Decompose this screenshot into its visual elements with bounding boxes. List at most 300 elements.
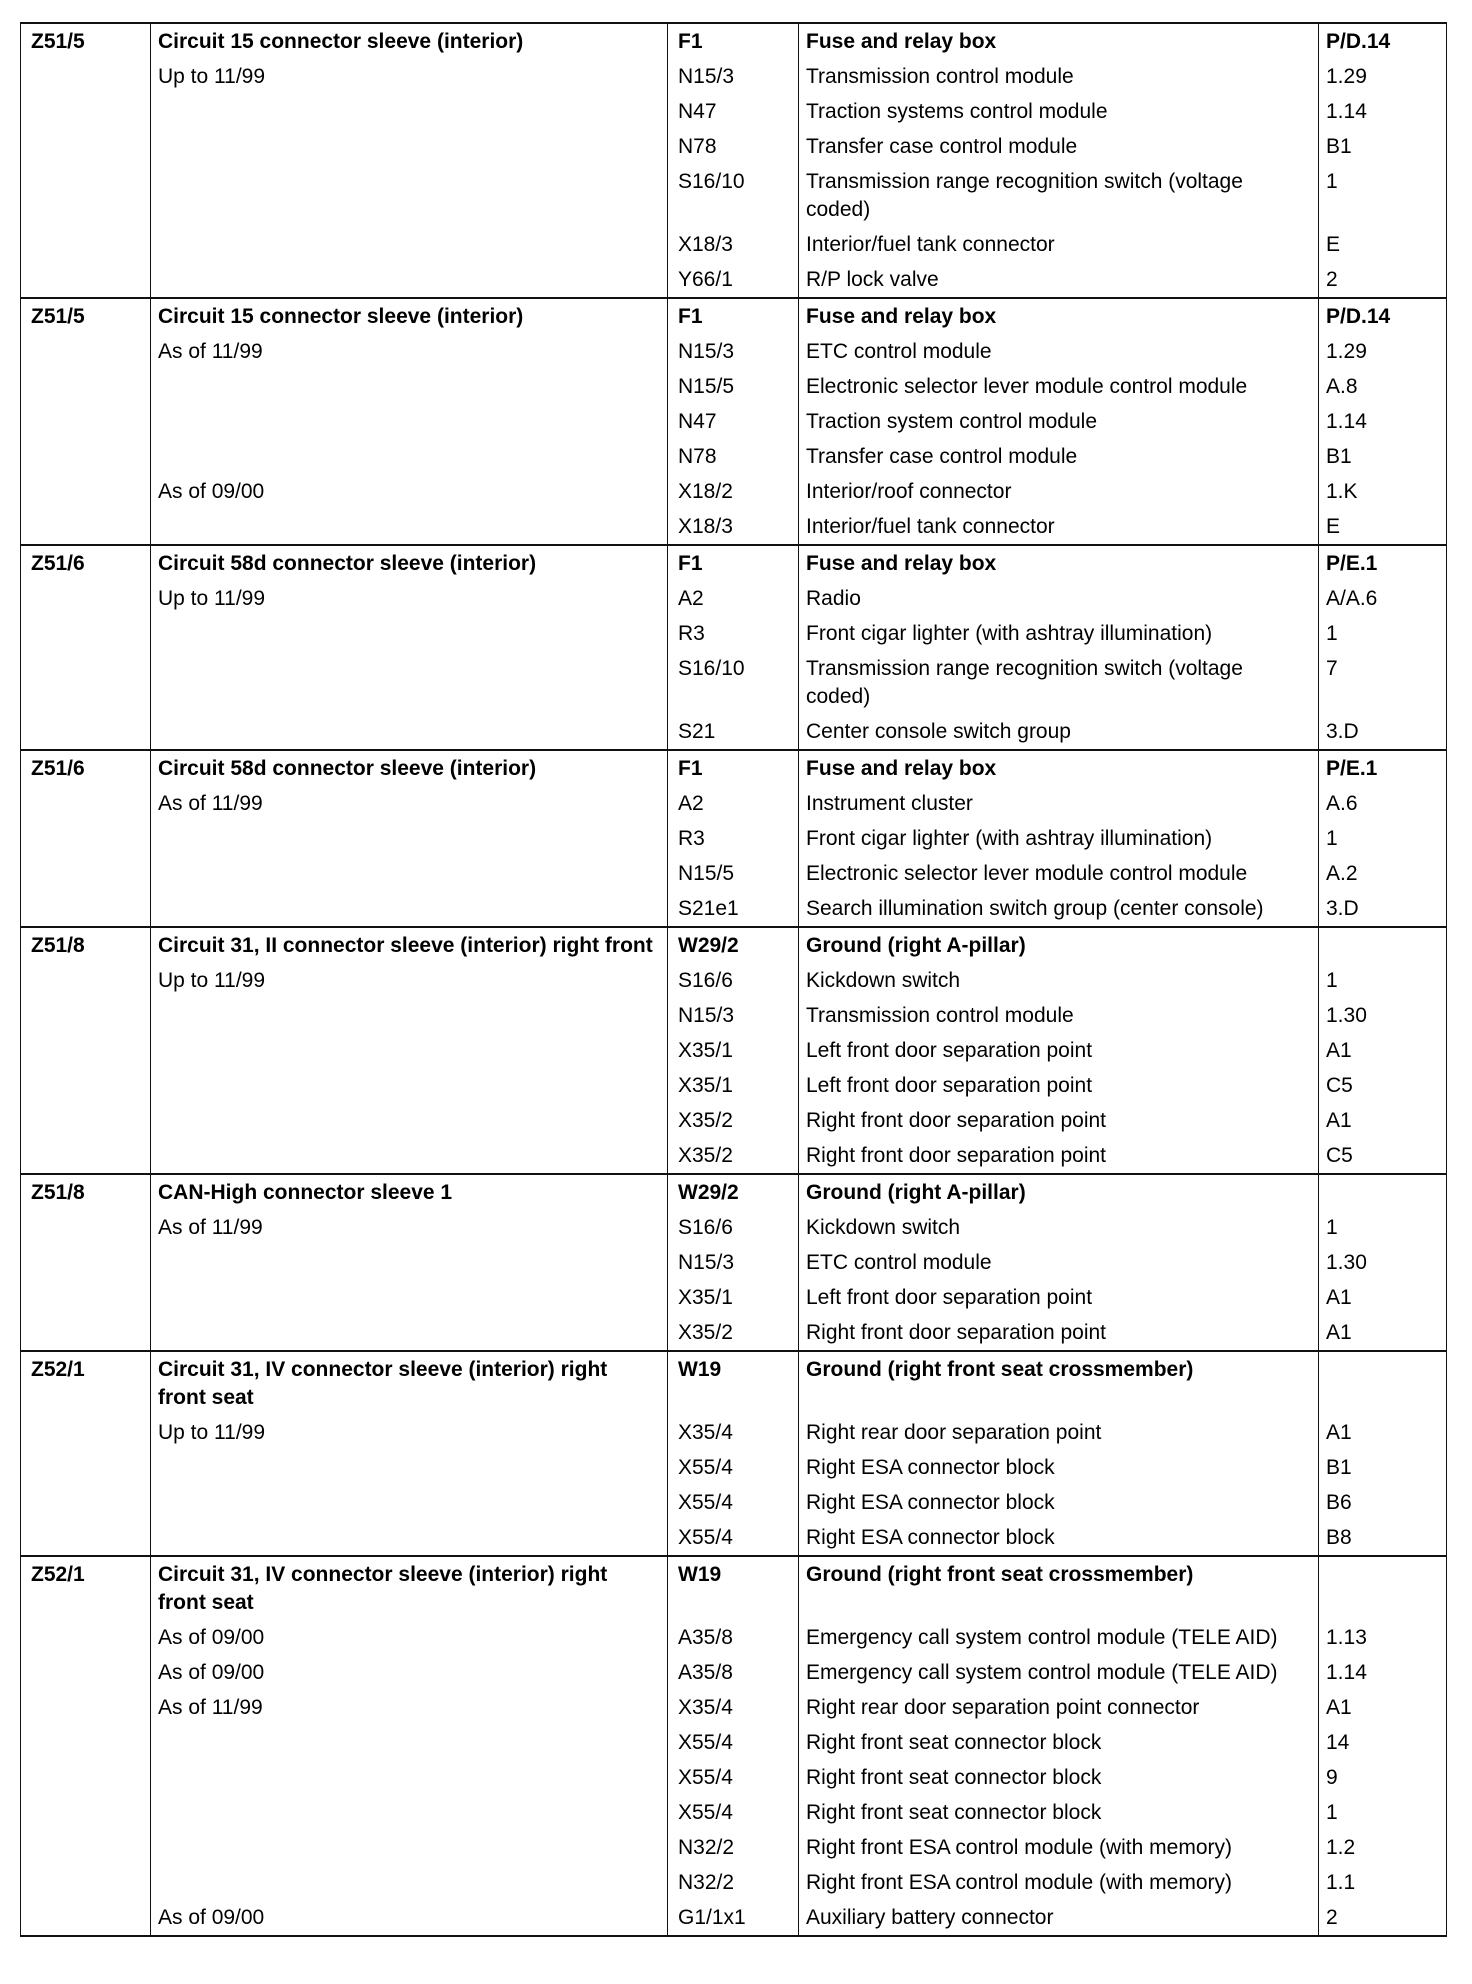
table-row	[21, 59, 1447, 94]
table-row	[21, 651, 1447, 714]
sleeve-code	[21, 262, 151, 298]
validity-note	[151, 369, 668, 404]
validity-note	[151, 651, 668, 714]
sleeve-code	[21, 1415, 151, 1450]
component-description: Emergency call system control module (TELE AID)	[799, 1620, 1319, 1655]
location-ref: B8	[1319, 1520, 1447, 1556]
sleeve-code	[21, 1245, 151, 1280]
validity-note	[151, 1068, 668, 1103]
sleeve-code	[21, 1315, 151, 1351]
table-row	[21, 1280, 1447, 1315]
location-ref: 1	[1319, 1795, 1447, 1830]
validity-note	[151, 1280, 668, 1315]
validity-note	[151, 856, 668, 891]
connector-id: N47	[668, 94, 799, 129]
table-row	[21, 1520, 1447, 1556]
validity-note: As of 11/99	[151, 334, 668, 369]
validity-note	[151, 164, 668, 227]
component-description: Instrument cluster	[799, 786, 1319, 821]
sleeve-code	[21, 1865, 151, 1900]
location-ref	[1319, 1556, 1447, 1620]
table-row	[21, 1138, 1447, 1174]
component-description: Center console switch group	[799, 714, 1319, 750]
component-description: Right ESA connector block	[799, 1485, 1319, 1520]
connector-id: N15/3	[668, 1245, 799, 1280]
component-description: Transmission control module	[799, 998, 1319, 1033]
table-row	[21, 998, 1447, 1033]
sleeve-code	[21, 1760, 151, 1795]
validity-note	[151, 1103, 668, 1138]
sleeve-code	[21, 786, 151, 821]
component-description: Kickdown switch	[799, 963, 1319, 998]
component-description: Left front door separation point	[799, 1033, 1319, 1068]
location-ref: A1	[1319, 1415, 1447, 1450]
component-description: Search illumination switch group (center console)	[799, 891, 1319, 927]
validity-note	[151, 404, 668, 439]
sleeve-code	[21, 616, 151, 651]
component-description: ETC control module	[799, 1245, 1319, 1280]
connector-id: F1	[668, 750, 799, 786]
connector-id: X55/4	[668, 1485, 799, 1520]
connector-id: S16/6	[668, 963, 799, 998]
location-ref: 2	[1319, 262, 1447, 298]
table-row	[21, 439, 1447, 474]
sleeve-code	[21, 474, 151, 509]
connector-id: X55/4	[668, 1795, 799, 1830]
connector-id: X55/4	[668, 1725, 799, 1760]
validity-note: As of 09/00	[151, 1655, 668, 1690]
connector-id: R3	[668, 616, 799, 651]
sleeve-code	[21, 369, 151, 404]
component-description: Left front door separation point	[799, 1068, 1319, 1103]
sleeve-code	[21, 59, 151, 94]
table-row	[21, 1795, 1447, 1830]
sleeve-code	[21, 94, 151, 129]
component-description: Fuse and relay box	[799, 23, 1319, 59]
sleeve-title: Circuit 31, IV connector sleeve (interior) right front seat	[151, 1556, 668, 1620]
component-description: Right front ESA control module (with memory)	[799, 1830, 1319, 1865]
sleeve-code	[21, 821, 151, 856]
sleeve-code	[21, 164, 151, 227]
sleeve-code	[21, 129, 151, 164]
table-row	[21, 1068, 1447, 1103]
location-ref: B1	[1319, 1450, 1447, 1485]
location-ref: A1	[1319, 1103, 1447, 1138]
connector-id: X35/2	[668, 1103, 799, 1138]
location-ref: A1	[1319, 1690, 1447, 1725]
validity-note: Up to 11/99	[151, 1415, 668, 1450]
validity-note	[151, 1520, 668, 1556]
table-row	[21, 1725, 1447, 1760]
component-description: Transmission control module	[799, 59, 1319, 94]
validity-note: As of 09/00	[151, 474, 668, 509]
location-ref: 1.30	[1319, 1245, 1447, 1280]
sleeve-code	[21, 439, 151, 474]
sleeve-title: CAN-High connector sleeve 1	[151, 1174, 668, 1210]
sleeve-code	[21, 651, 151, 714]
component-description: Fuse and relay box	[799, 545, 1319, 581]
validity-note	[151, 1725, 668, 1760]
sleeve-code	[21, 1795, 151, 1830]
table-row	[21, 94, 1447, 129]
table-row	[21, 1830, 1447, 1865]
sleeve-title: Circuit 15 connector sleeve (interior)	[151, 298, 668, 334]
connector-id: X55/4	[668, 1760, 799, 1795]
location-ref: 1.1	[1319, 1865, 1447, 1900]
validity-note	[151, 1033, 668, 1068]
connector-id: N32/2	[668, 1865, 799, 1900]
table-row	[21, 927, 1447, 963]
sleeve-code	[21, 963, 151, 998]
sleeve-code	[21, 1280, 151, 1315]
table-row	[21, 1450, 1447, 1485]
connector-group	[21, 1556, 1447, 1936]
component-description: Fuse and relay box	[799, 750, 1319, 786]
table-row	[21, 1620, 1447, 1655]
table-row	[21, 262, 1447, 298]
validity-note: Up to 11/99	[151, 581, 668, 616]
component-description: Auxiliary battery connector	[799, 1900, 1319, 1936]
component-description: Electronic selector lever module control module	[799, 856, 1319, 891]
table-row	[21, 1900, 1447, 1936]
validity-note: As of 11/99	[151, 786, 668, 821]
sleeve-code	[21, 1450, 151, 1485]
validity-note	[151, 998, 668, 1033]
connector-id: X35/1	[668, 1068, 799, 1103]
location-ref: 3.D	[1319, 714, 1447, 750]
validity-note	[151, 1485, 668, 1520]
location-ref: A1	[1319, 1033, 1447, 1068]
connector-id: S21e1	[668, 891, 799, 927]
component-description: Emergency call system control module (TELE AID)	[799, 1655, 1319, 1690]
table-row	[21, 856, 1447, 891]
component-description: Left front door separation point	[799, 1280, 1319, 1315]
validity-note	[151, 1138, 668, 1174]
location-ref: 2	[1319, 1900, 1447, 1936]
component-description: Right front door separation point	[799, 1315, 1319, 1351]
component-description: Right front door separation point	[799, 1103, 1319, 1138]
location-ref: E	[1319, 509, 1447, 545]
validity-note	[151, 1450, 668, 1485]
table-row	[21, 1174, 1447, 1210]
location-ref	[1319, 1351, 1447, 1415]
connector-id: W19	[668, 1556, 799, 1620]
location-ref: 1.14	[1319, 404, 1447, 439]
connector-id: N78	[668, 129, 799, 164]
location-ref: 1	[1319, 164, 1447, 227]
connector-id: F1	[668, 545, 799, 581]
location-ref: C5	[1319, 1138, 1447, 1174]
location-ref: A1	[1319, 1280, 1447, 1315]
sleeve-code	[21, 227, 151, 262]
table-row	[21, 334, 1447, 369]
connector-id: X55/4	[668, 1450, 799, 1485]
connector-id: F1	[668, 298, 799, 334]
location-ref: P/E.1	[1319, 750, 1447, 786]
connector-id: N78	[668, 439, 799, 474]
connector-id: A2	[668, 581, 799, 616]
component-description: Front cigar lighter (with ashtray illumination)	[799, 821, 1319, 856]
connector-id: R3	[668, 821, 799, 856]
connector-id: A2	[668, 786, 799, 821]
connector-id: W19	[668, 1351, 799, 1415]
validity-note	[151, 1830, 668, 1865]
location-ref: 1.K	[1319, 474, 1447, 509]
component-description: Right front seat connector block	[799, 1795, 1319, 1830]
sleeve-code	[21, 1900, 151, 1936]
location-ref: 1.29	[1319, 334, 1447, 369]
location-ref: 1	[1319, 821, 1447, 856]
table-row	[21, 1690, 1447, 1725]
component-description: Electronic selector lever module control module	[799, 369, 1319, 404]
table-row	[21, 786, 1447, 821]
sleeve-code	[21, 714, 151, 750]
component-description: Ground (right A-pillar)	[799, 927, 1319, 963]
connector-group	[21, 545, 1447, 750]
sleeve-code	[21, 856, 151, 891]
connector-id: X35/1	[668, 1033, 799, 1068]
location-ref: 1.14	[1319, 1655, 1447, 1690]
sleeve-code	[21, 1138, 151, 1174]
table-row	[21, 1103, 1447, 1138]
validity-note	[151, 891, 668, 927]
validity-note	[151, 227, 668, 262]
component-description: Right rear door separation point connector	[799, 1690, 1319, 1725]
table-row	[21, 1485, 1447, 1520]
component-description: Front cigar lighter (with ashtray illumination)	[799, 616, 1319, 651]
component-description: Ground (right A-pillar)	[799, 1174, 1319, 1210]
connector-id: N15/3	[668, 59, 799, 94]
table-row	[21, 545, 1447, 581]
component-description: Traction systems control module	[799, 94, 1319, 129]
connector-id: X18/3	[668, 509, 799, 545]
location-ref	[1319, 1174, 1447, 1210]
sleeve-title: Circuit 58d connector sleeve (interior)	[151, 545, 668, 581]
validity-note: As of 11/99	[151, 1690, 668, 1725]
connector-id: X18/3	[668, 227, 799, 262]
validity-note: Up to 11/99	[151, 59, 668, 94]
connector-id: X35/2	[668, 1138, 799, 1174]
component-description: Transmission range recognition switch (voltage coded)	[799, 164, 1319, 227]
table-row	[21, 891, 1447, 927]
table-row	[21, 23, 1447, 59]
connector-id: F1	[668, 23, 799, 59]
table-row	[21, 1760, 1447, 1795]
component-description: Right ESA connector block	[799, 1450, 1319, 1485]
component-description: Interior/fuel tank connector	[799, 227, 1319, 262]
table-row	[21, 963, 1447, 998]
table-row	[21, 509, 1447, 545]
table-row	[21, 1033, 1447, 1068]
component-description: Right front seat connector block	[799, 1725, 1319, 1760]
location-ref: A.6	[1319, 786, 1447, 821]
sleeve-code	[21, 1620, 151, 1655]
sleeve-code	[21, 891, 151, 927]
location-ref: 9	[1319, 1760, 1447, 1795]
connector-id: N15/3	[668, 998, 799, 1033]
table-row	[21, 1865, 1447, 1900]
component-description: Transfer case control module	[799, 439, 1319, 474]
connector-id: S16/10	[668, 651, 799, 714]
component-description: Transfer case control module	[799, 129, 1319, 164]
component-description: Ground (right front seat crossmember)	[799, 1351, 1319, 1415]
sleeve-code: Z52/1	[21, 1351, 151, 1415]
table-row	[21, 298, 1447, 334]
connector-sleeve-table	[20, 22, 1447, 1937]
table-row	[21, 821, 1447, 856]
connector-group	[21, 927, 1447, 1174]
validity-note	[151, 821, 668, 856]
sleeve-code	[21, 509, 151, 545]
sleeve-code	[21, 1068, 151, 1103]
sleeve-code: Z51/6	[21, 750, 151, 786]
sleeve-code	[21, 1725, 151, 1760]
validity-note	[151, 509, 668, 545]
validity-note	[151, 1760, 668, 1795]
connector-id: Y66/1	[668, 262, 799, 298]
component-description: Transmission range recognition switch (voltage coded)	[799, 651, 1319, 714]
location-ref: 14	[1319, 1725, 1447, 1760]
component-description: Interior/roof connector	[799, 474, 1319, 509]
connector-group	[21, 1351, 1447, 1556]
validity-note	[151, 1795, 668, 1830]
table-row	[21, 1210, 1447, 1245]
table-row	[21, 616, 1447, 651]
component-description: Radio	[799, 581, 1319, 616]
table-row	[21, 1351, 1447, 1415]
connector-group	[21, 1174, 1447, 1351]
location-ref: 1.30	[1319, 998, 1447, 1033]
connector-id: N15/5	[668, 369, 799, 404]
table-row	[21, 369, 1447, 404]
connector-id: X35/4	[668, 1690, 799, 1725]
table-row	[21, 581, 1447, 616]
component-description: R/P lock valve	[799, 262, 1319, 298]
sleeve-code	[21, 1103, 151, 1138]
location-ref: 3.D	[1319, 891, 1447, 927]
component-description: Traction system control module	[799, 404, 1319, 439]
component-description: Right front door separation point	[799, 1138, 1319, 1174]
connector-group	[21, 750, 1447, 927]
component-description: Interior/fuel tank connector	[799, 509, 1319, 545]
sleeve-code: Z51/8	[21, 927, 151, 963]
table-row	[21, 1245, 1447, 1280]
connector-id: X35/4	[668, 1415, 799, 1450]
location-ref: P/E.1	[1319, 545, 1447, 581]
sleeve-code: Z51/6	[21, 545, 151, 581]
connector-id: G1/1x1	[668, 1900, 799, 1936]
connector-id: X35/2	[668, 1315, 799, 1351]
table-row	[21, 750, 1447, 786]
validity-note	[151, 1245, 668, 1280]
location-ref: E	[1319, 227, 1447, 262]
component-description: Right front ESA control module (with memory)	[799, 1865, 1319, 1900]
location-ref: 1.14	[1319, 94, 1447, 129]
component-description: Right rear door separation point	[799, 1415, 1319, 1450]
component-description: ETC control module	[799, 334, 1319, 369]
validity-note	[151, 129, 668, 164]
validity-note: Up to 11/99	[151, 963, 668, 998]
component-description: Ground (right front seat crossmember)	[799, 1556, 1319, 1620]
table-row	[21, 1315, 1447, 1351]
sleeve-code	[21, 404, 151, 439]
location-ref: P/D.14	[1319, 23, 1447, 59]
connector-id: S16/10	[668, 164, 799, 227]
sleeve-title: Circuit 58d connector sleeve (interior)	[151, 750, 668, 786]
connector-id: X35/1	[668, 1280, 799, 1315]
connector-id: W29/2	[668, 1174, 799, 1210]
location-ref: C5	[1319, 1068, 1447, 1103]
validity-note: As of 09/00	[151, 1620, 668, 1655]
validity-note	[151, 439, 668, 474]
sleeve-code	[21, 998, 151, 1033]
table-row	[21, 474, 1447, 509]
location-ref: 7	[1319, 651, 1447, 714]
location-ref: B1	[1319, 129, 1447, 164]
table-row	[21, 714, 1447, 750]
validity-note	[151, 262, 668, 298]
location-ref: B6	[1319, 1485, 1447, 1520]
sleeve-code	[21, 1830, 151, 1865]
connector-id: S16/6	[668, 1210, 799, 1245]
location-ref: A/A.6	[1319, 581, 1447, 616]
connector-id: N15/5	[668, 856, 799, 891]
connector-group	[21, 298, 1447, 545]
table-row	[21, 129, 1447, 164]
sleeve-code	[21, 1033, 151, 1068]
sleeve-code: Z51/5	[21, 298, 151, 334]
sleeve-code	[21, 1690, 151, 1725]
connector-id: X55/4	[668, 1520, 799, 1556]
component-description: Kickdown switch	[799, 1210, 1319, 1245]
location-ref: 1.29	[1319, 59, 1447, 94]
connector-id: A35/8	[668, 1620, 799, 1655]
location-ref	[1319, 927, 1447, 963]
sleeve-code	[21, 1210, 151, 1245]
sleeve-code	[21, 334, 151, 369]
table-row	[21, 164, 1447, 227]
validity-note	[151, 1315, 668, 1351]
table-row	[21, 1415, 1447, 1450]
location-ref: A.2	[1319, 856, 1447, 891]
location-ref: 1.2	[1319, 1830, 1447, 1865]
table-row	[21, 1556, 1447, 1620]
connector-group	[21, 23, 1447, 298]
location-ref: B1	[1319, 439, 1447, 474]
location-ref: 1	[1319, 1210, 1447, 1245]
validity-note	[151, 1865, 668, 1900]
validity-note	[151, 714, 668, 750]
connector-id: N32/2	[668, 1830, 799, 1865]
location-ref: 1	[1319, 616, 1447, 651]
location-ref: P/D.14	[1319, 298, 1447, 334]
validity-note	[151, 94, 668, 129]
sleeve-code: Z51/8	[21, 1174, 151, 1210]
component-description: Right ESA connector block	[799, 1520, 1319, 1556]
location-ref: 1	[1319, 963, 1447, 998]
sleeve-code	[21, 1520, 151, 1556]
sleeve-code: Z51/5	[21, 23, 151, 59]
sleeve-title: Circuit 31, IV connector sleeve (interior) right front seat	[151, 1351, 668, 1415]
connector-id: W29/2	[668, 927, 799, 963]
sleeve-code	[21, 581, 151, 616]
location-ref: 1.13	[1319, 1620, 1447, 1655]
component-description: Right front seat connector block	[799, 1760, 1319, 1795]
sleeve-title: Circuit 15 connector sleeve (interior)	[151, 23, 668, 59]
location-ref: A1	[1319, 1315, 1447, 1351]
validity-note	[151, 616, 668, 651]
validity-note: As of 09/00	[151, 1900, 668, 1936]
